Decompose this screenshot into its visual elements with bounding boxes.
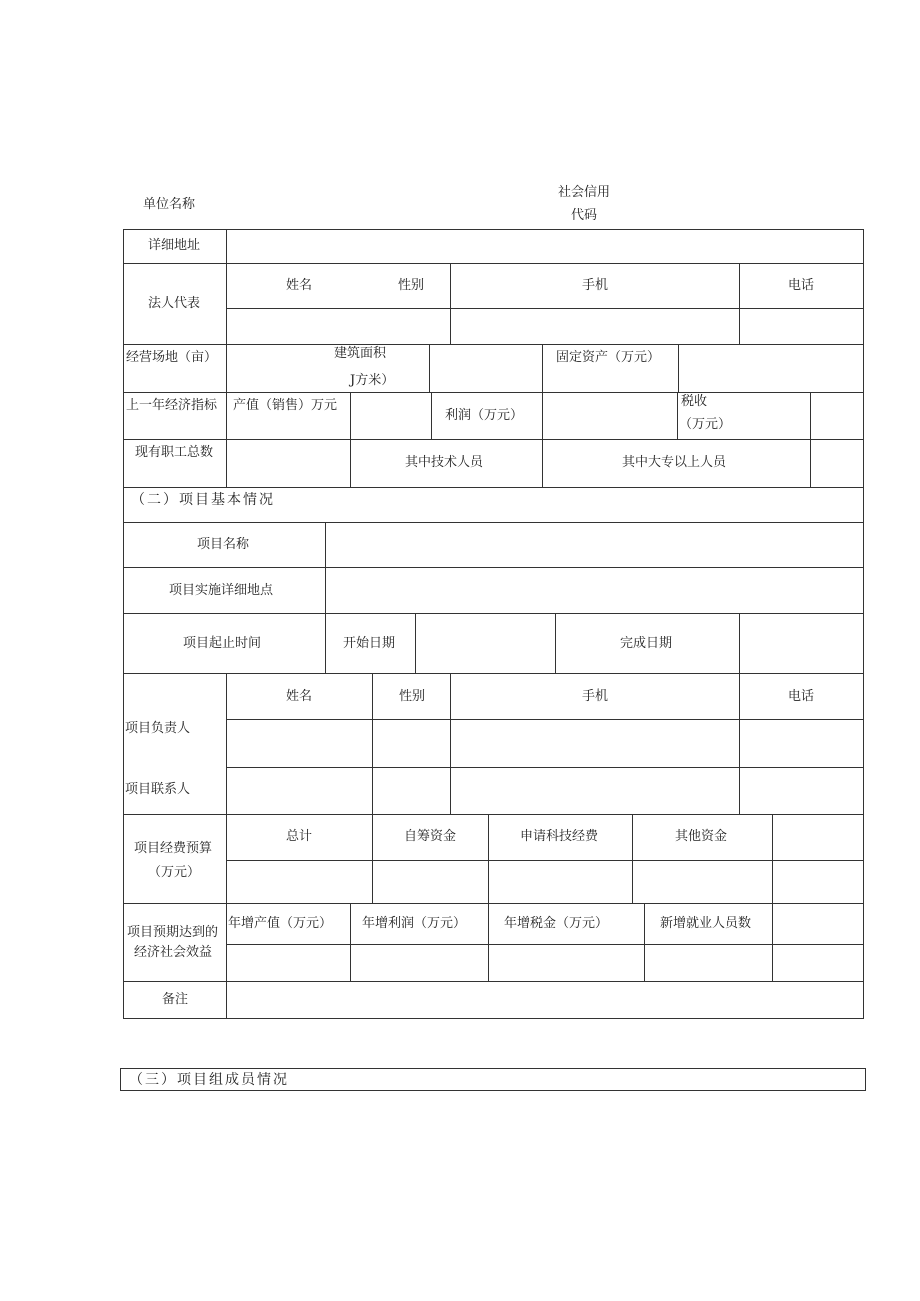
fixed-assets-label: 固定资产（万元）: [556, 350, 661, 365]
output-label: 产值（销售）万元: [233, 398, 338, 413]
budget-total-header: 总计: [286, 829, 313, 844]
tax-label-line1: 税收: [681, 394, 708, 409]
staff-total-field[interactable]: [227, 440, 350, 487]
legal-rep-mobile-field[interactable]: [451, 309, 739, 344]
person-phone-header: 电话: [788, 689, 815, 704]
project-period-label: 项目起止时间: [183, 636, 262, 651]
col-divider: [431, 392, 432, 439]
start-date-label: 开始日期: [343, 636, 396, 651]
unit-name-label: 单位名称: [143, 197, 196, 212]
tax-label-line2: （万元）: [679, 417, 732, 432]
person-name-header: 姓名: [286, 689, 313, 704]
section3-title: （三）项目组成员情况: [129, 1072, 289, 1088]
contact-gender-field[interactable]: [373, 768, 450, 814]
row-divider: [123, 392, 864, 393]
last-year-label: 上一年经济指标: [126, 398, 218, 413]
output-field[interactable]: [351, 393, 431, 439]
benefit-label-line2: 经济社会效益: [134, 945, 213, 960]
leader-phone-field[interactable]: [740, 720, 863, 767]
remarks-field[interactable]: [227, 982, 863, 1018]
project-location-label: 项目实施详细地点: [169, 583, 274, 598]
budget-tech-funds-header: 申请科技经费: [520, 829, 599, 844]
credit-code-label-line2: 代码: [571, 208, 598, 223]
tax-increase-header: 年增税金（万元）: [504, 916, 609, 931]
college-staff-field[interactable]: [811, 440, 863, 487]
person-mobile-header: 手机: [582, 689, 609, 704]
legal-rep-name-header: 姓名: [286, 278, 313, 293]
contact-phone-field[interactable]: [740, 768, 863, 814]
leader-label: 项目负责人: [125, 721, 191, 736]
legal-rep-mobile-header: 手机: [582, 278, 609, 293]
tax-field[interactable]: [811, 393, 863, 439]
section2-title: （二）项目基本情况: [131, 492, 275, 508]
budget-total-field[interactable]: [227, 861, 372, 903]
remarks-label: 备注: [162, 992, 189, 1007]
row-divider: [123, 263, 864, 264]
budget-extra-field[interactable]: [773, 861, 863, 903]
tech-staff-label: 其中技术人员: [405, 455, 484, 470]
col-divider: [677, 392, 678, 439]
benefit-extra-field[interactable]: [773, 945, 863, 981]
row-divider: [123, 903, 864, 904]
college-staff-label: 其中大专以上人员: [622, 455, 727, 470]
col-divider: [555, 613, 556, 673]
leader-gender-field[interactable]: [373, 720, 450, 767]
profit-label: 利润（万元）: [445, 408, 524, 423]
budget-label-line2: （万元）: [148, 865, 201, 880]
budget-other-funds-header: 其他资金: [675, 829, 728, 844]
staff-total-label: 现有职工总数: [135, 445, 214, 460]
address-label: 详细地址: [148, 238, 201, 253]
budget-label-line1: 项目经费预算: [134, 841, 213, 856]
row-divider: [123, 487, 864, 488]
building-area-field[interactable]: [430, 345, 542, 392]
tax-increase-field[interactable]: [489, 945, 644, 981]
budget-other-funds-field[interactable]: [633, 861, 772, 903]
row-divider: [123, 814, 864, 815]
profit-increase-field[interactable]: [351, 945, 488, 981]
site-label: 经营场地（亩）: [126, 350, 218, 365]
contact-label: 项目联系人: [125, 782, 191, 797]
start-date-field[interactable]: [416, 614, 555, 673]
building-area-label-line1: 建筑面积: [334, 346, 387, 361]
project-name-label: 项目名称: [197, 537, 250, 552]
project-location-field[interactable]: [326, 568, 863, 613]
end-date-field[interactable]: [740, 614, 863, 673]
budget-self-funds-header: 自筹资金: [404, 829, 457, 844]
legal-rep-phone-field[interactable]: [740, 309, 863, 344]
output-increase-field[interactable]: [227, 945, 350, 981]
address-field[interactable]: [227, 230, 863, 263]
profit-field[interactable]: [543, 393, 677, 439]
row-divider: [123, 673, 864, 674]
building-area-label-line2: J方米）: [350, 373, 395, 388]
end-date-label: 完成日期: [620, 636, 673, 651]
legal-rep-name-gender-field[interactable]: [227, 309, 450, 344]
new-jobs-header: 新增就业人员数: [660, 916, 752, 931]
leader-mobile-field[interactable]: [451, 720, 739, 767]
contact-mobile-field[interactable]: [451, 768, 739, 814]
budget-self-funds-field[interactable]: [373, 861, 488, 903]
person-gender-header: 性别: [399, 689, 426, 704]
credit-code-label-line1: 社会信用: [558, 185, 611, 200]
col-divider: [542, 344, 543, 392]
output-increase-header: 年增产值（万元）: [228, 916, 333, 931]
fixed-assets-field[interactable]: [679, 345, 863, 392]
contact-name-field[interactable]: [227, 768, 372, 814]
benefit-label-line1: 项目预期达到的: [127, 925, 219, 940]
leader-name-field[interactable]: [227, 720, 372, 767]
legal-rep-phone-header: 电话: [788, 278, 815, 293]
legal-rep-gender-header: 性别: [398, 278, 425, 293]
project-name-field[interactable]: [326, 523, 863, 567]
budget-tech-funds-field[interactable]: [489, 861, 632, 903]
new-jobs-field[interactable]: [645, 945, 772, 981]
legal-rep-label: 法人代表: [148, 296, 201, 311]
profit-increase-header: 年增利润（万元）: [362, 916, 467, 931]
